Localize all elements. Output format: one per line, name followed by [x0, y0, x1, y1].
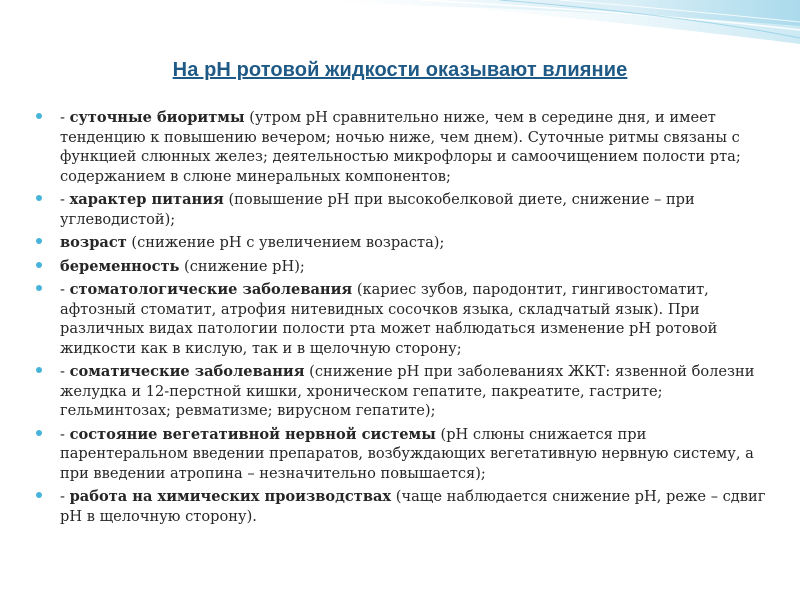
list-item-term: стоматологические заболевания: [69, 281, 353, 298]
list-item-text: (кариес зубов, пародонтит, гингивостоматит, афтозный стоматит, атрофия нитевидных сосочков языка, складчатый язык). При различных видах патологии полости рта может наблюдаться изменение рН ротовой жидкости как в кислую, так и в щелочную сторону;: [60, 281, 718, 357]
bullet-dot-icon: [36, 113, 42, 119]
list-item: - стоматологические заболевания (кариес зубов, пародонтит, гингивостоматит, афтозный стоматит, атрофия нитевидных сосочков языка, складчатый язык). При различных видах патологии полости рта может наблюдаться изменение рН ротовой жидкости как в кислую, так и в щелочную сторону;: [36, 280, 766, 358]
list-item-text: (снижение рН с увеличением возраста);: [126, 234, 445, 251]
bullet-dot-icon: [36, 195, 42, 201]
list-item-text: (снижение рН при заболеваниях ЖКТ: язвенной болезни желудка и 12-перстной кишки, хроническом гепатите, пакреатите, гастрите; гельминтозах; ревматизме; вирусном гепатите);: [60, 363, 755, 419]
list-item-term: характер питания: [69, 191, 224, 208]
list-item: - характер питания (повышение рН при высокобелковой диете, снижение – при углеводистой);: [36, 190, 766, 229]
list-item-term: состояние вегетативной нервной системы: [69, 425, 436, 443]
list-item-term: суточные биоритмы: [69, 109, 245, 126]
bullet-dot-icon: [36, 238, 42, 244]
list-item-text: (рН слюны снижается при парентеральном введении препаратов, возбуждающих вегетативную нервную систему, а при введении атропина – незначительно повышается);: [60, 425, 754, 482]
bullet-dot-icon: [36, 262, 42, 268]
bullet-dot-icon: [36, 430, 42, 436]
list-item: - работа на химических производствах (чаще наблюдается снижение рН, реже – сдвиг рН в щелочную сторону).: [36, 487, 766, 526]
list-item: - соматические заболевания (снижение рН при заболеваниях ЖКТ: язвенной болезни желудка и 12-перстной кишки, хроническом гепатите, пакреатите, гастрите; гельминтозах; ревматизме; вирусном гепатите);: [36, 362, 766, 421]
bullet-dot-icon: [36, 367, 42, 373]
list-item: [36, 257, 766, 277]
list-item-text: (снижение рН);: [179, 257, 305, 275]
bullet-dot-icon: [36, 492, 42, 498]
list-item: [36, 233, 766, 253]
list-item-term: возраст: [60, 234, 127, 251]
list-item-text: (чаще наблюдается снижение рН, реже – сдвиг рН в щелочную сторону).: [60, 488, 766, 525]
bullet-dot-icon: [36, 285, 42, 291]
list-item: - суточные биоритмы (утром рН сравнительно ниже, чем в середине дня, и имеет тенденцию к повышению вечером; ночью ниже, чем днем). Суточные ритмы связаны с функцией слюнных желез; деятельностью микрофлоры и самоочищением полости рта; содержанием в слюне минеральных компонентов;: [36, 108, 766, 186]
list-item-term: работа на химических производствах: [69, 488, 392, 505]
list-item-text: (повышение рН при высокобелковой диете, снижение – при углеводистой);: [60, 191, 695, 228]
influence-factor-list: [36, 108, 766, 530]
list-item-term: беременность: [60, 257, 180, 275]
list-item: - состояние вегетативной нервной системы (рН слюны снижается при парентеральном введении препаратов, возбуждающих вегетативную нервную систему, а при введении атропина – незначительно повышается);: [36, 425, 766, 484]
list-item-text: (утром рН сравнительно ниже, чем в середине дня, и имеет тенденцию к повышению вечером; ночью ниже, чем днем). Суточные ритмы связаны с функцией слюнных желез; деятельностью микрофлоры и самоочищением полости рта; содержанием в слюне минеральных компонентов;: [60, 109, 741, 185]
header-wave-decoration: [0, 0, 800, 60]
slide-title: На рН ротовой жидкости оказывают влияние: [172, 59, 628, 81]
list-item-term: соматические заболевания: [69, 363, 305, 380]
